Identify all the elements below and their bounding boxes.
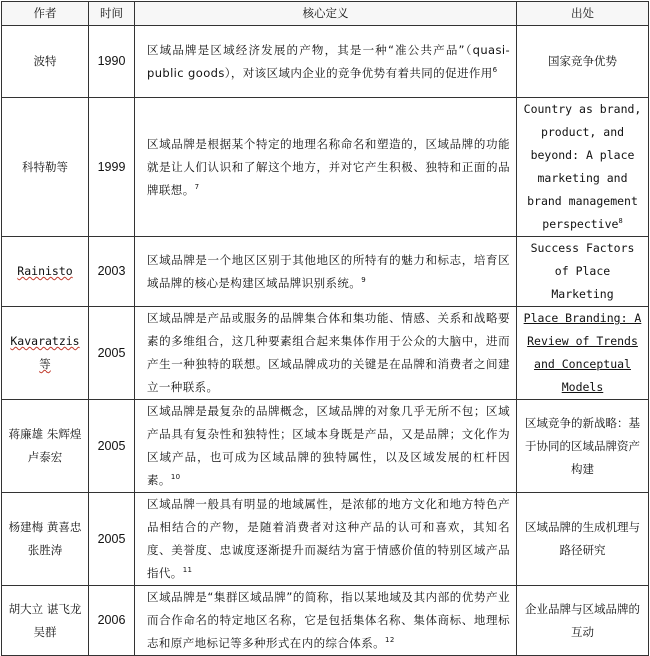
table-row (2, 26, 649, 98)
definition-text: 区域品牌是“集群区域品牌”的简称，指以某地域及其内部的优势产业而合作命名的特定地区名称，它是包括集体名称、集体商标、地理标志和原产地标记等多种形式在内的综合体系。 (147, 590, 510, 650)
year-cell: 2005 (89, 493, 135, 586)
header-definition: 核心定义 (135, 2, 517, 26)
footnote-ref: 9 (361, 275, 367, 284)
definition-cell (135, 237, 517, 307)
definition-cell (135, 400, 517, 493)
definition-text: 区域品牌是最复杂的品牌概念，区域品牌的对象几乎无所不包；区域产品具有复杂性和独特性；区域本身既是产品，又是品牌；文化作为区域产品，也可成为区域品牌的独特属性，以及区域发展的杠杆因素。 (147, 404, 510, 487)
table-row (2, 493, 649, 586)
year-cell: 1999 (89, 98, 135, 237)
definition-cell (135, 98, 517, 237)
footnote-ref: 8 (618, 217, 623, 226)
footnote-ref: 11 (182, 566, 193, 575)
definition-text: 区域品牌是一个地区区别于其他地区的所特有的魅力和标志，培育区域品牌的核心是构建区域品牌识别系统。 (147, 252, 510, 290)
definition-text: 区域品牌是区域经济发展的产物，其是一种“准公共产品”（quasi-public goods），对该区域内企业的竞争优势有着共同的促进作用 (147, 42, 510, 80)
year-cell: 2003 (89, 237, 135, 307)
year-cell: 1990 (89, 26, 135, 98)
source-text: Country as brand, product, and beyond: A place marketing and brand management perspective (523, 102, 642, 231)
year-cell: 2005 (89, 307, 135, 400)
author-cell (2, 307, 89, 400)
author-cell (2, 237, 89, 307)
definition-cell (135, 586, 517, 656)
author-cell: 杨建梅 黄喜忠 张胜涛 (2, 493, 89, 586)
source-cell: 区域品牌的生成机理与路径研究 (517, 493, 649, 586)
author-cell: 胡大立 谌飞龙 吴群 (2, 586, 89, 656)
table-row (2, 586, 649, 656)
footnote-ref: 10 (170, 473, 181, 482)
definition-cell: 区域品牌是产品或服务的品牌集合体和集功能、情感、关系和战略要素的多维组合，这几种要素组合起来集体作用于公众的大脑中，进而产生一种独特的联想。区域品牌成功的关键是在品牌和消费者之间建立一种联系。 (135, 307, 517, 400)
source-cell (517, 307, 649, 400)
author-text: Rainisto (17, 264, 73, 278)
author-cell: 蒋廉雄 朱辉煌 卢泰宏 (2, 400, 89, 493)
header-time: 时间 (89, 2, 135, 26)
table-row (2, 307, 649, 400)
source-cell: 企业品牌与区域品牌的互动 (517, 586, 649, 656)
definition-text: 区域品牌一般具有明显的地域属性，是浓郁的地方文化和地方特色产品相结合的产物，是随着消费者对这种产品的认可和喜欢，其知名度、美誉度、忠诚度逐渐提升而凝结为富于情感价值的特别区域产品指代。 (147, 497, 510, 580)
definition-cell (135, 26, 517, 98)
source-cell: Success Factors of Place Marketing (517, 237, 649, 307)
author-cell: 科特勒等 (2, 98, 89, 237)
definition-text: 区域品牌是根据某个特定的地理名称命名和塑造的，区域品牌的功能就是让人们认识和了解这个地方，并对它产生积极、独特和正面的品牌联想。 (147, 136, 510, 197)
footnote-ref: 7 (194, 182, 200, 191)
author-cell: 波特 (2, 26, 89, 98)
header-author: 作者 (2, 2, 89, 26)
footnote-ref: 6 (492, 65, 498, 74)
source-cell: 国家竞争优势 (517, 26, 649, 98)
table-row (2, 98, 649, 237)
definition-cell (135, 493, 517, 586)
source-cell: 区域竞争的新战略：基于协同的区域品牌资产构建 (517, 400, 649, 493)
year-cell: 2005 (89, 400, 135, 493)
source-text: Place Branding: A Review of Trends and Conceptual Models (523, 311, 642, 394)
table-row (2, 237, 649, 307)
author-text: Kavaratzis等 (10, 334, 80, 371)
header-source: 出处 (517, 2, 649, 26)
year-cell: 2006 (89, 586, 135, 656)
footnote-ref: 12 (385, 636, 395, 645)
table-row (2, 400, 649, 493)
table-header-row (2, 2, 649, 26)
definitions-table (1, 1, 649, 656)
source-cell (517, 98, 649, 237)
